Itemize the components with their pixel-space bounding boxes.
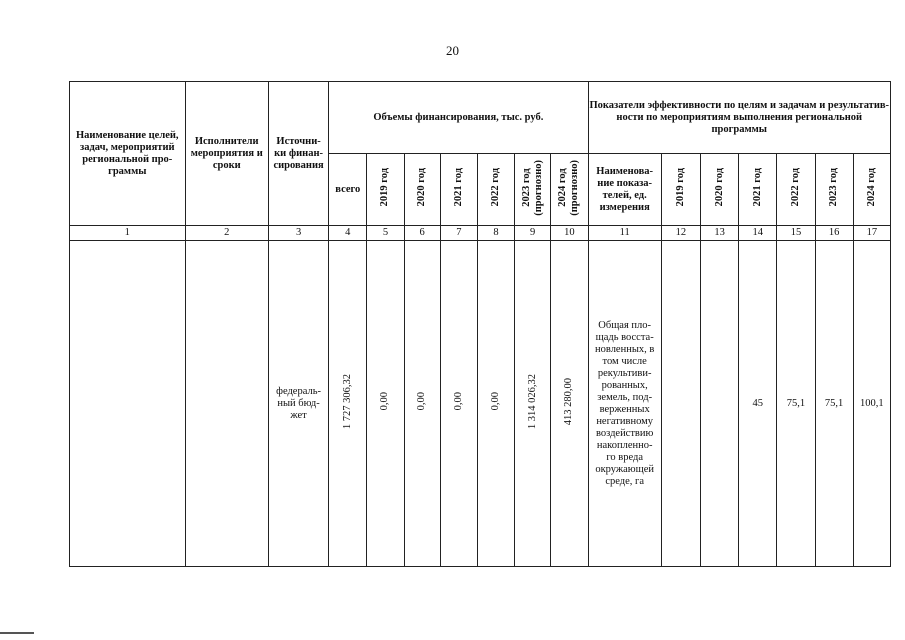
header-funding-2019: 2019 год [367,154,404,226]
header-indicator-2022: 2022 год [777,154,815,226]
row-funding-2020: 0,00 [404,241,440,567]
row-goal-name [70,241,186,567]
column-number: 2 [185,226,268,241]
column-number: 4 [329,226,367,241]
header-funding-2022: 2022 год [477,154,514,226]
row-indicator-2021: 45 [739,241,777,567]
header-indicator-2021: 2021 год [739,154,777,226]
header-indicator-2020: 2020 год [701,154,739,226]
table-row [70,241,891,567]
header-indicator-2019: 2019 год [661,154,700,226]
column-number: 1 [70,226,186,241]
column-number: 11 [588,226,661,241]
header-indicator-2024: 2024 год [853,154,890,226]
column-number: 17 [853,226,890,241]
header-funding-2021: 2021 год [440,154,477,226]
column-number: 8 [477,226,514,241]
row-indicator-name: Общая пло- щадь восста- новленных, в том числе рекультиви- рованных, земель, под- верженных негативному воздействию накопленно- го вреда окружающей среде, га [588,241,661,567]
row-funding-2022: 0,00 [477,241,514,567]
column-number: 3 [268,226,328,241]
row-funding-2019: 0,00 [367,241,404,567]
column-number: 9 [515,226,551,241]
row-funding-total: 1 727 306,32 [329,241,367,567]
row-indicator-2024: 100,1 [853,241,890,567]
header-funding-total: всего [329,154,367,226]
header-funding-2024: 2024 год (прогнозно) [551,154,588,226]
row-executors [185,241,268,567]
column-number: 12 [661,226,700,241]
column-number: 14 [739,226,777,241]
row-funding-source: федераль- ный бюд- жет [268,241,328,567]
header-indicator-name: Наименова- ние показа- телей, ед. измерения [588,154,661,226]
row-indicator-2019 [661,241,700,567]
column-number: 10 [551,226,588,241]
row-indicator-2023: 75,1 [815,241,853,567]
row-funding-2021: 0,00 [440,241,477,567]
column-number: 13 [701,226,739,241]
header-funding-sources: Источни- ки финан- сирования [268,82,328,226]
column-number: 6 [404,226,440,241]
header-funding-2023: 2023 год (прогнозно) [515,154,551,226]
header-funding-2020: 2020 год [404,154,440,226]
column-number: 16 [815,226,853,241]
program-table [69,81,891,567]
scan-edge-mark [0,632,34,634]
header-efficiency-indicators: Показатели эффективности по целям и задачам и результатив- ности по мероприятиям выполнения региональной программы [588,82,891,154]
page-number: 20 [446,43,459,58]
row-funding-2023: 1 314 026,32 [515,241,551,567]
header-goal-name: Наименование целей, задач, мероприятий региональной про- граммы [70,82,186,226]
row-funding-2024: 413 280,00 [551,241,588,567]
row-indicator-2020 [701,241,739,567]
header-funding-volumes: Объемы финансирования, тыс. руб. [329,82,588,154]
column-number: 5 [367,226,404,241]
column-number: 15 [777,226,815,241]
header-executors: Исполнители мероприятия и сроки [185,82,268,226]
row-indicator-2022: 75,1 [777,241,815,567]
column-number: 7 [440,226,477,241]
header-indicator-2023: 2023 год [815,154,853,226]
